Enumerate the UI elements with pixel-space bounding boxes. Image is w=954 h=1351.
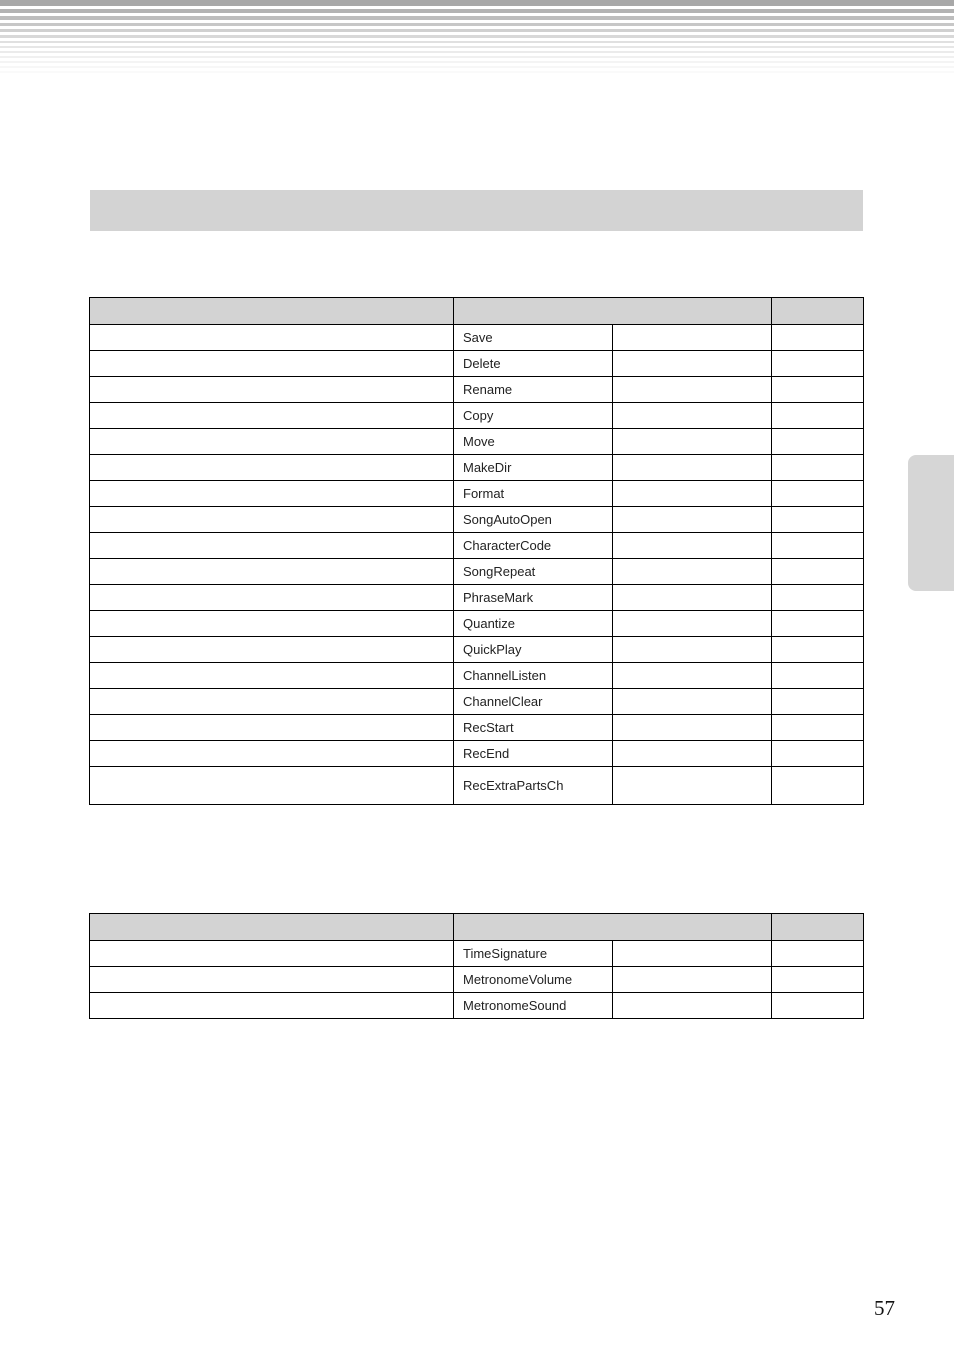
parameter-name: Quantize [454,611,613,637]
table-row [90,403,864,429]
parameter-name: Rename [454,377,613,403]
section-title-band [90,190,863,231]
parameter-name: PhraseMark [454,585,613,611]
parameter-name: SongRepeat [454,559,613,585]
table-row [90,455,864,481]
table-row [90,559,864,585]
table-row [90,637,864,663]
chapter-side-tab [908,455,954,591]
parameter-name: Save [454,325,613,351]
parameter-name: ChannelClear [454,689,613,715]
table-header-row [90,298,864,325]
header-stripes [0,0,954,80]
parameter-name: RecStart [454,715,613,741]
table-row [90,611,864,637]
parameter-name: MetronomeSound [454,993,613,1019]
parameter-name: RecEnd [454,741,613,767]
parameter-name: Move [454,429,613,455]
parameter-name: CharacterCode [454,533,613,559]
table-header-row [90,914,864,941]
page-number: 57 [874,1296,895,1320]
parameter-name: TimeSignature [454,941,613,967]
parameter-name: MakeDir [454,455,613,481]
parameter-name: ChannelListen [454,663,613,689]
parameter-name: RecExtraPartsCh [454,767,613,805]
table-row [90,377,864,403]
parameter-table-1 [89,297,864,805]
table-row [90,967,864,993]
table-row [90,941,864,967]
parameter-name: Delete [454,351,613,377]
parameter-table-2 [89,913,864,1019]
table-row [90,507,864,533]
parameter-name: MetronomeVolume [454,967,613,993]
table-row [90,741,864,767]
parameter-name: SongAutoOpen [454,507,613,533]
parameter-name: Copy [454,403,613,429]
table-row [90,663,864,689]
table-row [90,481,864,507]
parameter-name: Format [454,481,613,507]
table-row [90,993,864,1019]
table-row [90,429,864,455]
table-row [90,325,864,351]
table-row [90,715,864,741]
parameter-name: QuickPlay [454,637,613,663]
table-row [90,767,864,805]
table-row [90,689,864,715]
table-row [90,585,864,611]
table-row [90,533,864,559]
table-row [90,351,864,377]
